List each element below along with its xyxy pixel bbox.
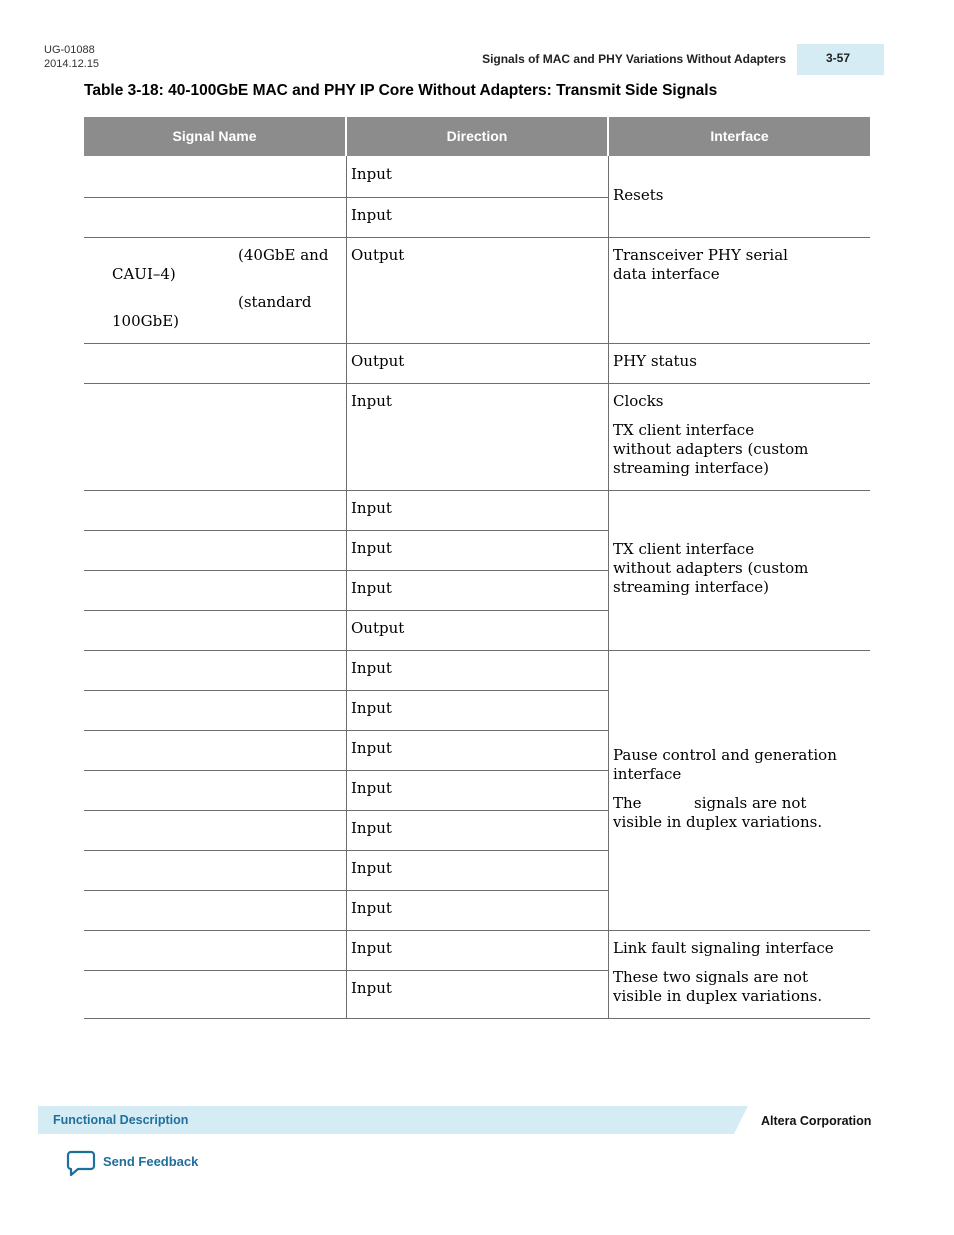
row-divider [84,770,608,771]
direction-cell: Input [351,539,392,557]
direction-cell: Input [351,499,392,517]
signal-name-note: 100GbE) [112,312,180,330]
feedback-icon[interactable] [66,1150,96,1178]
footer-section-link[interactable]: Functional Description [53,1113,189,1127]
direction-cell: Input [351,899,392,917]
doc-id: UG-01088 [44,44,95,56]
direction-cell: Input [351,739,392,757]
footer-company: Altera Corporation [761,1114,872,1128]
row-divider [84,343,870,344]
row-divider [84,730,608,731]
direction-cell: Input [351,165,392,183]
direction-cell: Output [351,619,405,637]
row-divider [84,197,608,198]
column-header-interface: Interface [609,117,870,156]
row-divider [84,690,608,691]
table-caption: Table 3-18: 40-100GbE MAC and PHY IP Core Without Adapters: Transmit Side Signals [84,82,718,99]
interface-cell: Clocks [613,392,664,410]
send-feedback-link[interactable]: Send Feedback [103,1154,199,1169]
row-divider [84,650,870,651]
interface-cell: PHY status [613,352,697,370]
column-header-signal-name: Signal Name [84,117,345,156]
row-divider [84,930,870,931]
direction-cell: Output [351,246,405,264]
signal-name-note: (standard [238,293,312,311]
direction-cell: Input [351,579,392,597]
row-divider [84,490,870,491]
interface-cell-note: TX client interface without adapters (custom streaming interface) [613,421,809,477]
interface-cell: Transceiver PHY serial data interface [613,246,788,283]
row-divider [84,810,608,811]
column-header-direction: Direction [347,117,607,156]
page-number: 3-57 [797,44,884,75]
interface-cell: Resets [613,186,664,204]
signal-name-note: CAUI–4) [112,265,176,283]
table-bottom-border [84,1018,870,1019]
interface-cell: Link fault signaling interface [613,939,834,957]
section-title: Signals of MAC and PHY Variations Without Adapters [482,52,786,66]
doc-date: 2014.12.15 [44,58,100,70]
row-divider [84,530,608,531]
direction-cell: Input [351,699,392,717]
direction-cell: Input [351,939,392,957]
row-divider [84,237,870,238]
direction-cell: Input [351,859,392,877]
direction-cell: Input [351,392,392,410]
document-id-block [44,43,99,71]
direction-cell: Output [351,352,405,370]
interface-cell-note: The [613,794,642,812]
row-divider [84,610,608,611]
direction-cell: Input [351,206,392,224]
table-header-row [84,117,870,156]
interface-cell-note: These two signals are not visible in duplex variations. [613,968,823,1005]
direction-cell: Input [351,659,392,677]
row-divider [84,970,608,971]
interface-cell-note: signals are not visible in duplex variations. [613,794,823,831]
row-divider [84,570,608,571]
interface-cell: TX client interface without adapters (custom streaming interface) [613,540,809,596]
direction-cell: Input [351,779,392,797]
interface-cell: Pause control and generation interface [613,746,837,783]
row-divider [84,890,608,891]
row-divider [84,383,870,384]
direction-cell: Input [351,979,392,997]
row-divider [84,850,608,851]
direction-cell: Input [351,819,392,837]
signal-name-note: (40GbE and [238,246,329,264]
